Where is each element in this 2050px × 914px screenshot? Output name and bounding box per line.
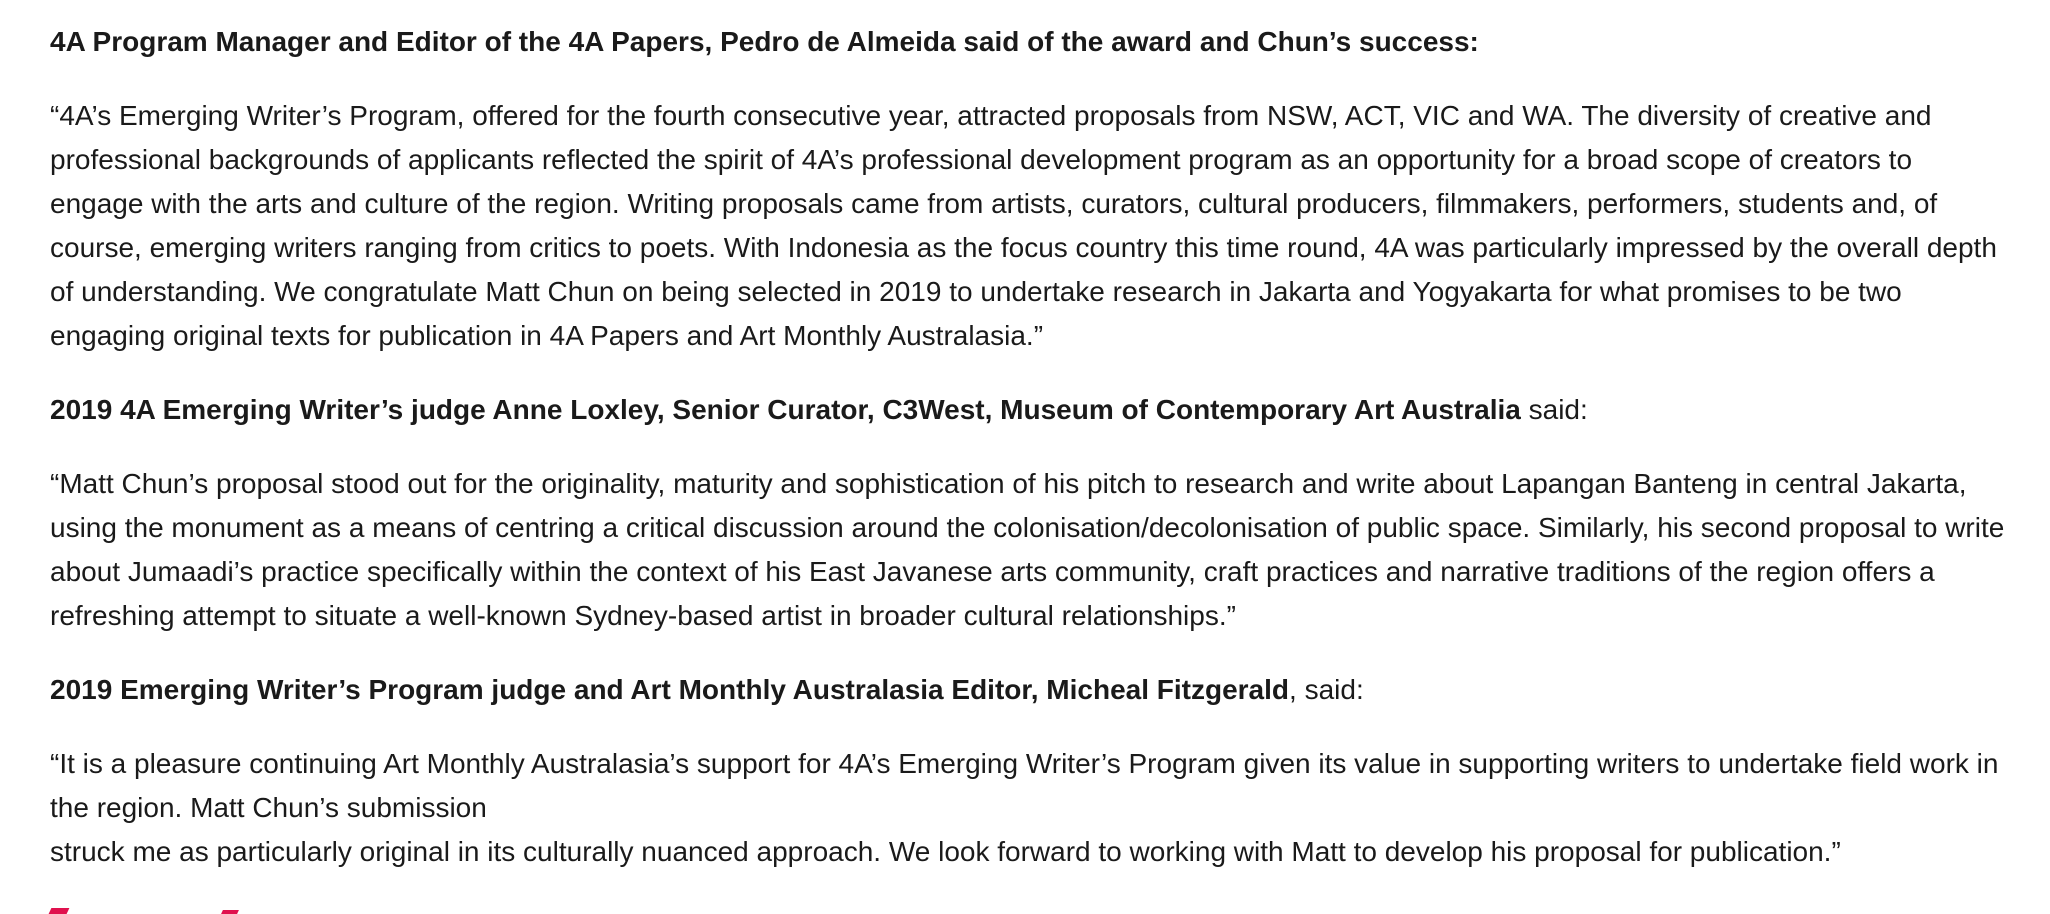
quote-loxley: “Matt Chun’s proposal stood out for the originality, maturity and sophistication of his pitch to research and write about Lapangan Banteng in central Jakarta, using the monument as a means of centring a critical discussion around the colonisation/decolonisation of public space. Similarly, his second proposal to write about Jumaadi’s practice specifically within the context of his East Javanese arts community, craft practices and narrative traditions of the region offers a refreshing attempt to situate a well-known Sydney-based artist in broader cultural relationships.” (50, 468, 2005, 631)
judge-loxley-said: said: (1520, 394, 1588, 425)
judge-loxley-attribution (50, 388, 2010, 432)
intro-heading: 4A Program Manager and Editor of the 4A Papers, Pedro de Almeida said of the award and Chun’s success: (50, 26, 1479, 57)
judge-fitzgerald-name: 2019 Emerging Writer’s Program judge and Art Monthly Australasia Editor, Micheal Fitzgerald (50, 674, 1290, 705)
judge-fitzgerald-said: , said: (1289, 674, 1364, 705)
quote-fitzgerald-line1: “It is a pleasure continuing Art Monthly Australasia’s support for 4A’s Emerging Writer’s Program given its value in supporting writers to undertake field work in the region. Matt Chun’s submission (50, 748, 1999, 823)
quote-almeida: “4A’s Emerging Writer’s Program, offered for the fourth consecutive year, attracted proposals from NSW, ACT, VIC and WA. The diversity of creative and professional backgrounds of applicants reflected the spirit of 4A’s professional development program as an opportunity for a broad scope of creators to engage with the arts and culture of the region. Writing proposals came from artists, curators, cultural producers, filmmakers, performers, students and, of course, emerging writers ranging from critics to poets. With Indonesia as the focus country this time round, 4A was particularly impressed by the overall depth of understanding. We congratulate Matt Chun on being selected in 2019 to undertake research in Jakarta and Yogyakarta for what promises to be two engaging original texts for publication in 4A Papers and Art Monthly Australasia.” (50, 100, 1997, 351)
quote-fitzgerald-line2: struck me as particularly original in its culturally nuanced approach. We look forward to working with Matt to develop his proposal for publication.” (50, 836, 1841, 867)
article-body (50, 20, 2010, 874)
judge-fitzgerald-attribution (50, 668, 2010, 712)
accent-mark-icon (49, 908, 70, 914)
accent-mark-icon (221, 910, 239, 914)
judge-loxley-name: 2019 4A Emerging Writer’s judge Anne Loxley, Senior Curator, C3West, Museum of Contemporary Art Australia (50, 394, 1521, 425)
quote-fitzgerald (50, 742, 2010, 874)
